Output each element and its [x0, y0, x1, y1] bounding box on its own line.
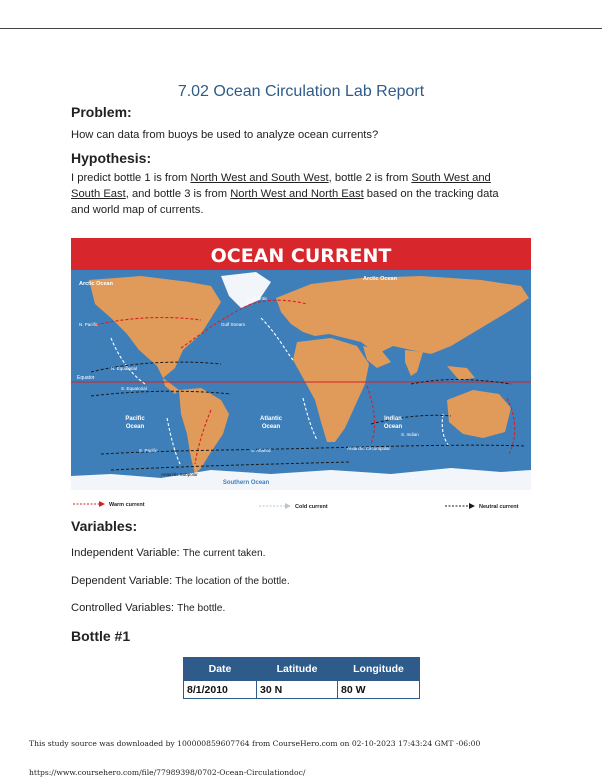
- label-s-atlantic: S. Atlantic: [251, 448, 272, 453]
- label-gulf-stream: Gulf Stream: [221, 322, 246, 327]
- table-header-row: [184, 658, 420, 681]
- label-n-equatorial: N. Equatorial: [111, 366, 138, 371]
- header-rule: [0, 28, 602, 29]
- label-n-atlantic: N. Atlantic: [247, 296, 268, 301]
- map-label-pacific-2: Ocean: [125, 424, 145, 430]
- label-n-pacific: N. Pacific: [79, 322, 99, 327]
- problem-heading: Problem:: [71, 104, 132, 120]
- map-title: OCEAN CURRENT: [210, 245, 392, 267]
- map-label-southern: Southern Ocean: [222, 480, 270, 486]
- header-latitude: Latitude: [257, 658, 338, 681]
- map-label-indian-2: Ocean: [383, 424, 403, 430]
- table-row: [184, 681, 420, 699]
- legend-warm: Warm current: [109, 502, 145, 508]
- controlled-variables: Controlled Variables: The bottle.: [71, 602, 226, 614]
- map-label-arctic-right: Arctic Ocean: [363, 276, 397, 282]
- label-antarctic: Antarctic Circumpolar: [347, 446, 391, 451]
- header-longitude: Longitude: [338, 658, 420, 681]
- ocean-current-map: [71, 238, 531, 514]
- page-title: 7.02 Ocean Circulation Lab Report: [177, 83, 425, 100]
- map-label-pacific-1: Pacific: [125, 416, 145, 422]
- label-s-equatorial: S. Equatorial: [121, 386, 147, 391]
- label-s-indian: S. Indian: [401, 432, 419, 437]
- dependent-variable: Dependent Variable: The location of the bottle.: [71, 575, 290, 587]
- cell-longitude: 80 W: [338, 681, 420, 699]
- map-label-indian-1: Indian: [384, 416, 402, 422]
- problem-text: How can data from buoys be used to analyze ocean currents?: [71, 129, 379, 141]
- legend-neutral: Neutral current: [479, 504, 519, 510]
- hypothesis-heading: Hypothesis:: [71, 150, 152, 166]
- legend-cold: Cold current: [295, 504, 328, 510]
- independent-variable: Independent Variable: The current taken.: [71, 547, 266, 559]
- equator-label: Equator: [77, 375, 95, 381]
- label-s-pacific: S. Pacific: [139, 448, 158, 453]
- header-date: Date: [184, 658, 257, 681]
- map-label-atlantic-2: Ocean: [261, 424, 281, 430]
- cell-latitude: 30 N: [257, 681, 338, 699]
- variables-heading: Variables:: [71, 518, 138, 534]
- map-label-atlantic-1: Atlantic: [259, 416, 283, 422]
- hypothesis-text: I predict bottle 1 is from North West and South West, bottle 2 is from South West and South East, and bottle 3 is from North West and North East based on the tracking data and world map of currents.: [71, 172, 499, 216]
- bottle-1-heading: Bottle #1: [71, 628, 131, 644]
- bottle-1-table: [183, 657, 420, 699]
- cell-date: 8/1/2010: [184, 681, 257, 699]
- map-label-arctic-left: Arctic Ocean: [79, 281, 113, 287]
- source-url[interactable]: https://www.coursehero.com/file/77989398/0702-Ocean-Circulationdoc/: [29, 768, 306, 777]
- download-notice: This study source was downloaded by 100000859607764 from CourseHero.com on 02-10-2023 17:43:24 GMT -06:00: [29, 739, 481, 748]
- label-antarctic-subpolar: Antarctic Subpolar: [161, 472, 198, 477]
